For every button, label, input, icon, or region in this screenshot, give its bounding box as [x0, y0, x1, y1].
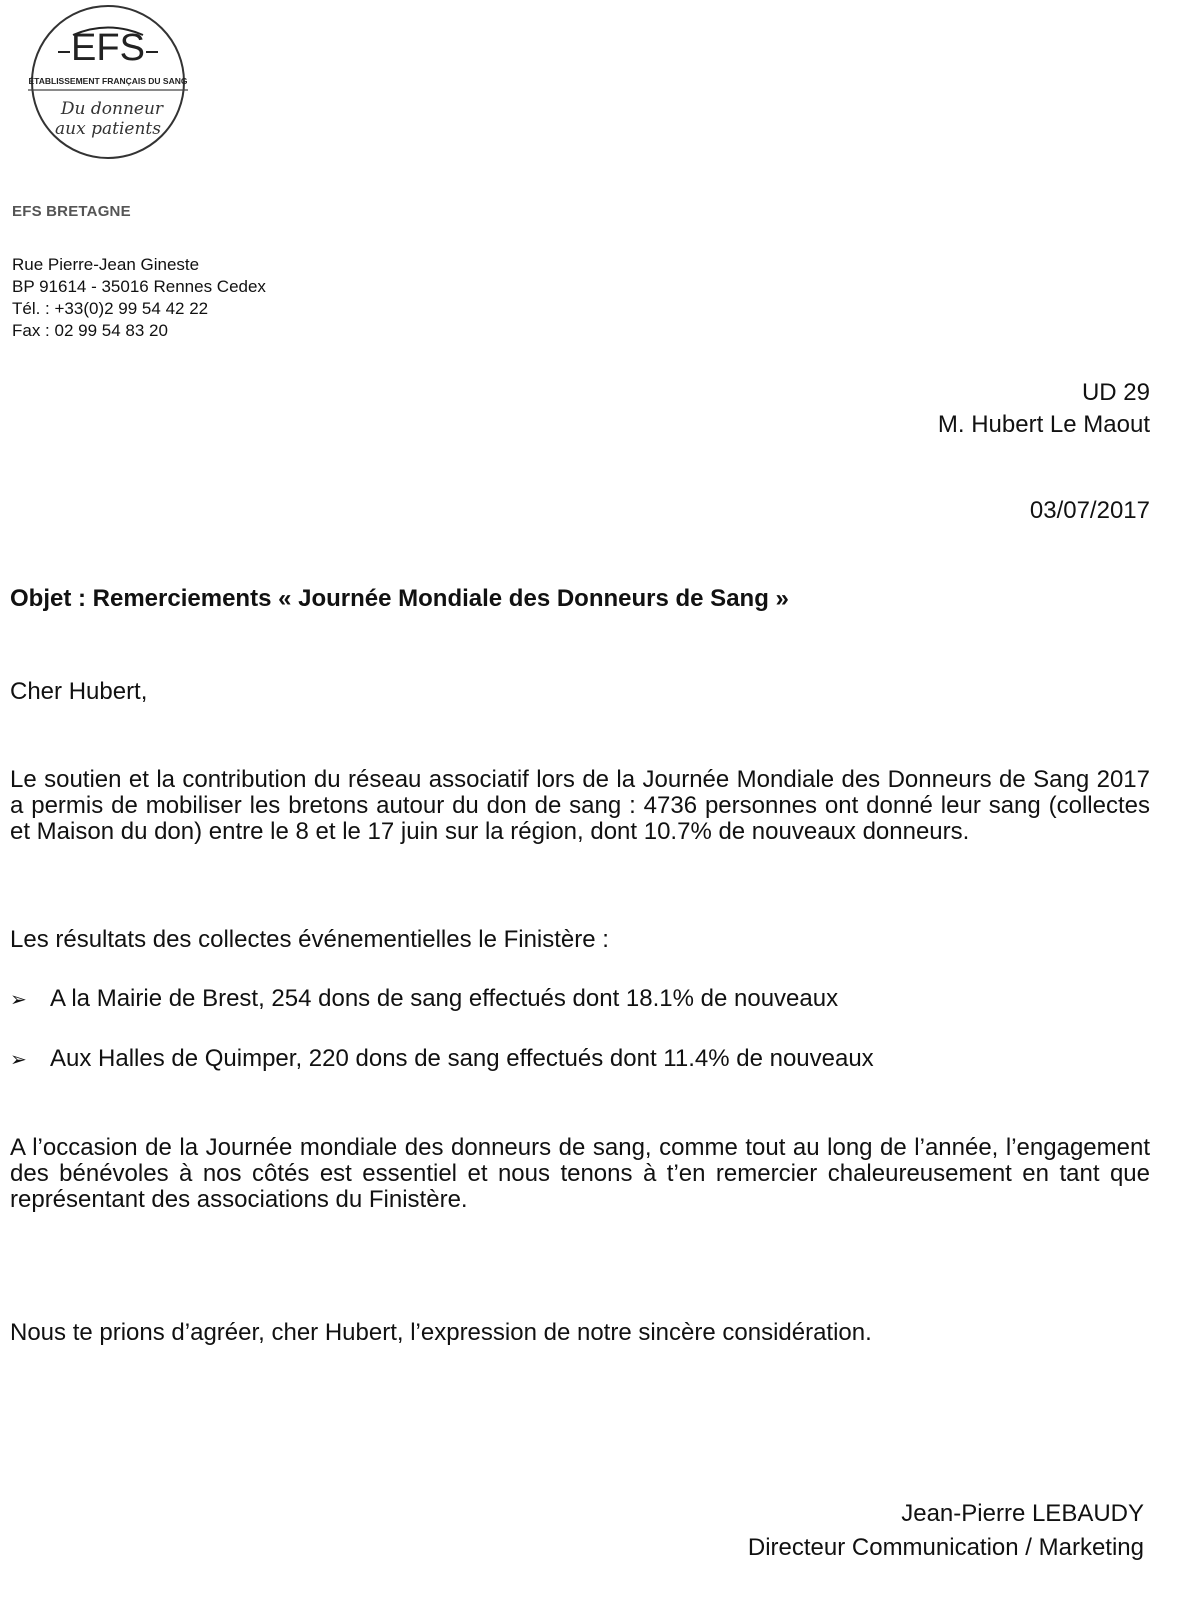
recipient-unit: UD 29 — [1081, 379, 1150, 406]
efs-logo-icon — [18, 2, 198, 162]
list-item-text: A la Mairie de Brest, 254 dons de sang effectués dont 18.1% de nouveaux — [50, 985, 839, 1012]
list-item — [10, 985, 838, 1013]
body-paragraph-2: Les résultats des collectes événementielles le Finistère : — [10, 926, 609, 953]
logo-tagline-1: Du donneur — [60, 99, 164, 119]
address-line: Tél. : +33(0)2 99 54 42 22 — [12, 299, 209, 318]
logo-tagline-2: aux patients — [55, 119, 161, 139]
arrow-bullet-icon: ➢ — [10, 1048, 27, 1071]
logo-full-name: ÉTABLISSEMENT FRANÇAIS DU SANG — [28, 76, 188, 86]
arrow-bullet-icon: ➢ — [10, 988, 27, 1011]
sender-name: EFS BRETAGNE — [12, 203, 131, 220]
sender-address — [12, 254, 266, 342]
address-line: Fax : 02 99 54 83 20 — [12, 321, 168, 340]
signatory-title: Directeur Communication / Marketing — [747, 1534, 1144, 1561]
signature-block — [748, 1497, 1144, 1565]
recipient-name: M. Hubert Le Maout — [937, 411, 1150, 438]
letter-date: 03/07/2017 — [1029, 497, 1150, 524]
letter-closing: Nous te prions d’agréer, cher Hubert, l’expression de notre sincère considération. — [10, 1319, 872, 1346]
letter-subject: Objet : Remerciements « Journée Mondiale des Donneurs de Sang » — [10, 585, 789, 612]
list-item-text: Aux Halles de Quimper, 220 dons de sang effectués dont 11.4% de nouveaux — [50, 1045, 874, 1072]
list-item — [10, 1045, 874, 1073]
letter-greeting: Cher Hubert, — [10, 678, 148, 705]
recipient-block — [938, 377, 1150, 441]
signatory-name: Jean-Pierre LEBAUDY — [901, 1500, 1144, 1527]
address-line: BP 91614 - 35016 Rennes Cedex — [12, 277, 266, 296]
body-paragraph-3: A l’occasion de la Journée mondiale des donneurs de sang, comme tout au long de l’année, l’engagement des bénévoles à nos côtés est essentiel et nous tenons à t’en remercier chaleureusement en tant que représentant des associations du Finistère. — [10, 1134, 1150, 1213]
body-paragraph-1: Le soutien et la contribution du réseau associatif lors de la Journée Mondiale des Donneurs de Sang 2017 a permis de mobiliser les bretons autour du don de sang : 4736 personnes ont donné leur sang (collectes et Maison du don) entre le 8 et le 17 juin sur la région, dont 10.7% de nouveaux donneurs. — [10, 766, 1150, 845]
logo-acronym: EFS — [71, 27, 145, 69]
address-line: Rue Pierre-Jean Gineste — [12, 255, 200, 274]
